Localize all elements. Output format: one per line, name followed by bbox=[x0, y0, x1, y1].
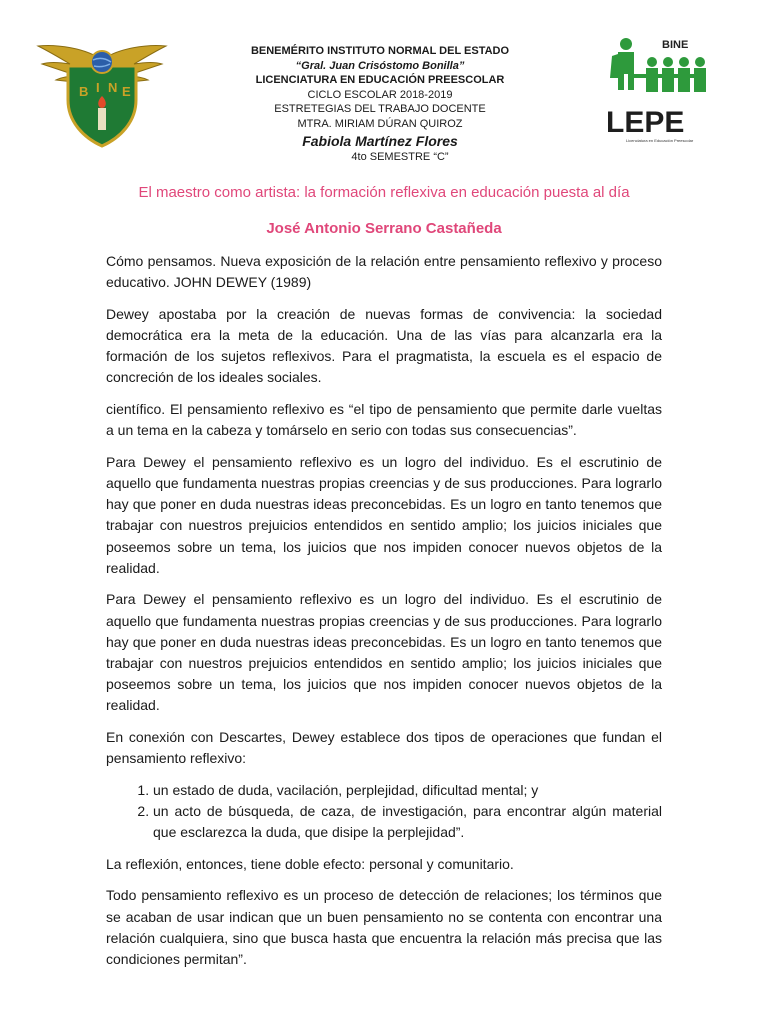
school-cycle: CICLO ESCOLAR 2018-2019 bbox=[307, 88, 453, 101]
institution-subtitle: “Gral. Juan Crisóstomo Bonilla” bbox=[295, 59, 465, 72]
paragraph: En conexión con Descartes, Dewey establece dos tipos de operaciones que fundan el pensamiento reflexivo: bbox=[106, 729, 662, 767]
logo-lepe-label: LEPE bbox=[606, 106, 685, 139]
paragraph: Para Dewey el pensamiento reflexivo es un logro del individuo. Es el escrutinio de aquello que fundamenta nuestras propias creencias y de sus producciones. Para lograrlo hay que poner en duda nuestras ideas preconcebidas. Es un logro en tanto tenemos que trabajar con nuestros prejuicios entendidos en sentido amplio; los juicios iniciales que poseemos sobre un tema, los juicios que nos impiden conocer nuevos objetos de la realidad. bbox=[106, 591, 662, 714]
lepe-logo bbox=[604, 34, 714, 146]
student-name: Fabiola Martínez Flores bbox=[302, 132, 458, 149]
shield-letter: N bbox=[108, 80, 118, 95]
semester: 4to SEMESTRE “C” bbox=[351, 150, 449, 163]
paragraph: Todo pensamiento reflexivo es un proceso de detección de relaciones; los términos que se acaban de usar indican que un buen pensamiento no se contenta con encontrar una relación cualquiera, sino que busca hasta que encuentra la relación más precisa que las condiciones permitan”. bbox=[106, 887, 662, 968]
course-name: ESTRETEGIAS DEL TRABAJO DOCENTE bbox=[274, 103, 486, 116]
paragraph: científico. El pensamiento reflexivo es “el tipo de pensamiento que permite darle vueltas a un tema en la cabeza y tomárselo en serio con todas sus consecuencias”. bbox=[106, 401, 662, 439]
shield-letter: E bbox=[122, 84, 131, 99]
teacher-name: MTRA. MIRIAM DÚRAN QUIROZ bbox=[297, 117, 463, 130]
list-item: 2. un acto de búsqueda, de caza, de investigación, para encontrar algún material que esclarezca la duda, que disipe la perplejidad”. bbox=[153, 801, 662, 843]
document-body bbox=[106, 251, 662, 981]
list-item: 1. un estado de duda, vacilación, perplejidad, dificultad mental; y bbox=[153, 780, 662, 801]
paragraph: Cómo pensamos. Nueva exposición de la relación entre pensamiento reflexivo y proceso educativo. JOHN DEWEY (1989) bbox=[106, 253, 662, 291]
paragraph: La reflexión, entonces, tiene doble efecto: personal y comunitario. bbox=[106, 855, 514, 872]
shield-letter: I bbox=[96, 80, 100, 95]
bine-shield-logo bbox=[36, 38, 168, 150]
logo-lepe-subtitle: Licenciatura en Educación Preescolar bbox=[626, 138, 694, 143]
numbered-list bbox=[106, 780, 662, 844]
institution-name: BENEMÉRITO INSTITUTO NORMAL DEL ESTADO bbox=[250, 45, 510, 57]
people-icon bbox=[610, 38, 706, 92]
torch-icon bbox=[98, 96, 106, 130]
shield-letter: B bbox=[79, 84, 89, 99]
degree-name: LICENCIATURA EN EDUCACIÓN PREESCOLAR bbox=[255, 74, 505, 87]
paragraph: Dewey apostaba por la creación de nuevas formas de convivencia: la sociedad democrática era la meta de la educación. Una de las vías para alcanzarla era la formación de los sujetos reflexivos. Para el pragmatista, la escuela es el espacio de concreción de los ideales sociales. bbox=[106, 305, 662, 386]
document-title: El maestro como artista: la formación reflexiva en educación puesta al día bbox=[138, 184, 630, 201]
paragraph: Para Dewey el pensamiento reflexivo es un logro del individuo. Es el escrutinio de aquello que fundamenta nuestras propias creencias y de sus producciones. Para lograrlo hay que poner en duda nuestras ideas preconcebidas. Es un logro en tanto tenemos que trabajar con nuestros prejuicios entendidos en sentido amplio; los juicios iniciales que poseemos sobre un tema, los juicios que nos impiden conocer nuevos objetos de la realidad. bbox=[106, 453, 662, 576]
logo-bine-label: BINE bbox=[662, 39, 689, 51]
institution-header bbox=[200, 44, 560, 164]
document-author: José Antonio Serrano Castañeda bbox=[266, 220, 502, 237]
